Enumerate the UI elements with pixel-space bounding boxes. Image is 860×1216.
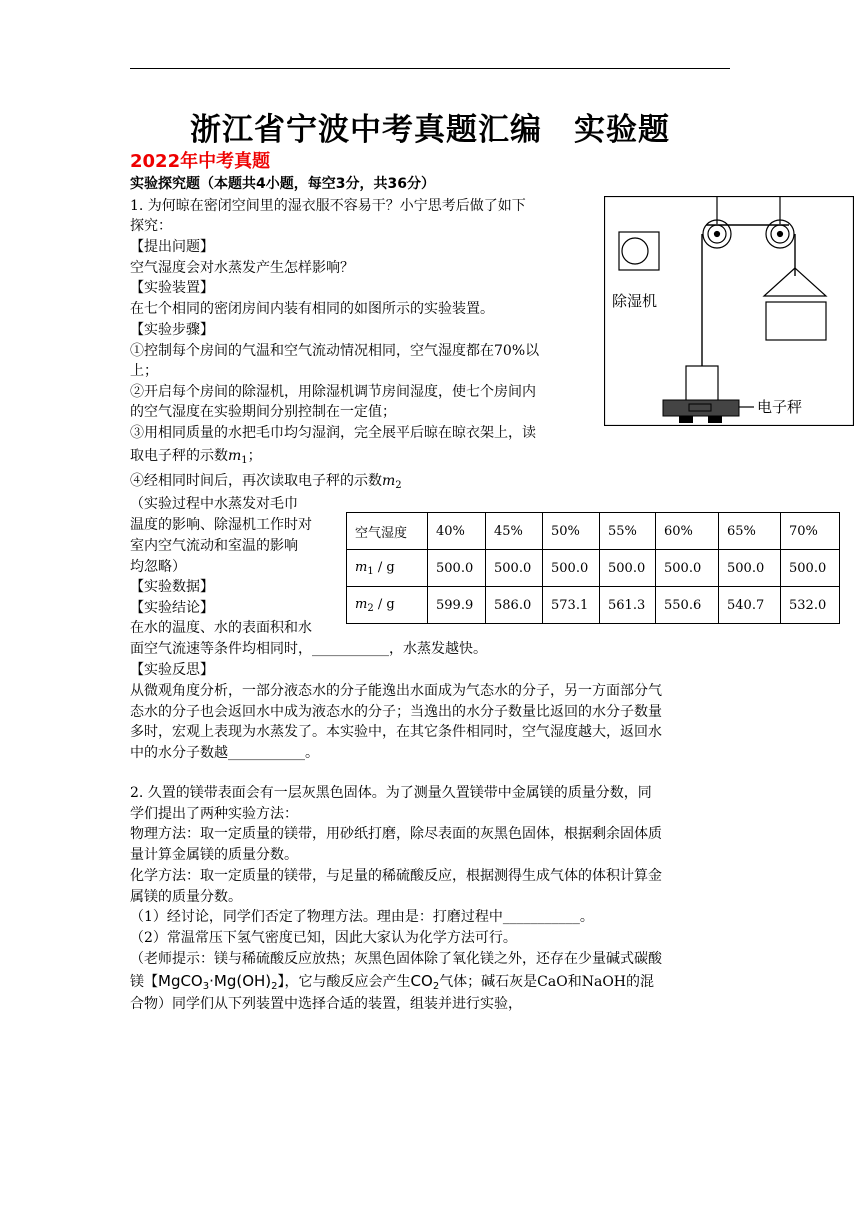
q1-line: 探究： — [130, 218, 172, 234]
line-text: 。 — [305, 745, 319, 761]
table-cell: 500.0 — [600, 550, 656, 587]
q2-line: 物理方法：取一定质量的镁带，用砂纸打磨，除尽表面的灰黑色固体，根据剩余固体质 — [130, 826, 662, 842]
dehumidifier-icon — [619, 232, 659, 270]
subscript: 1 — [367, 565, 374, 577]
table-cell — [347, 587, 428, 624]
electronic-scale-icon — [663, 400, 754, 423]
q1-line: 态水的分子也会返回水中成为液态水的分子；当逸出的水分子数量比返回的水分子数量 — [130, 704, 662, 720]
chem-formula: $MgCO_3\cdot Mg(OH)_2$ — [158, 972, 278, 992]
table-cell: 500.0 — [428, 550, 486, 587]
page-title: 浙江省宁波中考真题汇编 实验题 — [190, 112, 670, 148]
table-cell: 65% — [719, 513, 781, 550]
table-cell: 500.0 — [719, 550, 781, 587]
q1-line: 【实验装置】 — [130, 280, 214, 296]
table-row — [347, 587, 840, 624]
data-table — [346, 512, 840, 624]
q1-line: 【提出问题】 — [130, 239, 214, 255]
punctuation: ； — [247, 448, 262, 464]
table-cell: 70% — [781, 513, 840, 550]
line-text: 气体；碱石灰是CaO和NaOH的混 — [439, 974, 655, 990]
subscript: 1 — [241, 455, 248, 466]
q1-line: 从微观角度分析，一部分液态水的分子能逸出水面成为气态水的分子，另一方面部分气 — [130, 683, 662, 699]
q1-line: 【实验反思】 — [130, 662, 214, 678]
q1-line: 1. 为何晾在密闭空间里的湿衣服不容易干？小宁思考后做了如下 — [130, 198, 526, 214]
line-text: 中的水分子数越 — [130, 745, 228, 761]
table-cell: 55% — [600, 513, 656, 550]
table-cell: 60% — [656, 513, 719, 550]
q1-line: 多时，宏观上表现为水蒸发了。本实验中，在其它条件相同时，空气湿度越大，返回水 — [130, 724, 662, 740]
unit: / g — [373, 596, 395, 612]
q1-line: 上； — [130, 363, 158, 379]
q2-line: 属镁的质量分数。 — [130, 889, 242, 905]
q2-line: （老师提示：镁与稀硫酸反应放热；灰黑色固体除了氧化镁之外，还存在少量碱式碳酸 — [130, 951, 662, 967]
table-cell: 45% — [486, 513, 543, 550]
table-cell: 561.3 — [600, 587, 656, 624]
dehumidifier-label: 除湿机 — [612, 292, 658, 310]
q2-line: 化学方法：取一定质量的镁带，与足量的稀硫酸反应，根据测得生成气体的体积计算金 — [130, 868, 662, 884]
table-cell: 532.0 — [781, 587, 840, 624]
q1-line: 空气湿度会对水蒸发产生怎样影响？ — [130, 260, 354, 276]
scale-label: 电子秤 — [757, 398, 803, 416]
table-cell: 空气湿度 — [347, 513, 428, 550]
section-heading: 实验探究题（本题共4小题，每空3分，共36分） — [130, 176, 435, 192]
m-symbol: m — [382, 473, 396, 489]
answer-blank[interactable]: ___________ — [228, 745, 305, 761]
q2-line — [130, 907, 594, 927]
subscript: 2 — [395, 480, 402, 491]
towel-icon — [764, 268, 826, 340]
q1-line: 【实验结论】 — [130, 600, 214, 616]
answer-blank[interactable]: ___________ — [502, 909, 580, 925]
q1-line: 在七个相同的密闭房间内装有相同的如图所示的实验装置。 — [130, 301, 494, 317]
q1-line: 【实验步骤】 — [130, 322, 214, 338]
q1-line: ①控制每个房间的气温和空气流动情况相同，空气湿度都在70%以 — [130, 343, 540, 359]
m-symbol: m — [228, 448, 242, 464]
q1-line — [130, 743, 319, 763]
line-text: ④经相同时间后，再次读取电子秤的示数 — [130, 473, 382, 489]
apparatus-figure — [604, 196, 854, 426]
line-text: （1）经讨论，同学们否定了物理方法。理由是：打磨过程中 — [130, 909, 503, 925]
line-text: 镁【 — [130, 974, 158, 990]
table-cell: 500.0 — [656, 550, 719, 587]
table-cell: 540.7 — [719, 587, 781, 624]
line-text: 取电子秤的示数 — [130, 448, 228, 464]
year-heading: 2022年中考真题 — [130, 151, 271, 172]
q1-line: 均忽略） — [130, 559, 186, 575]
m-symbol: m — [355, 559, 368, 575]
table-cell: 50% — [543, 513, 600, 550]
table-cell — [347, 550, 428, 587]
table-cell: 40% — [428, 513, 486, 550]
m-symbol: m — [355, 596, 368, 612]
q1-line — [130, 471, 402, 496]
header-rule — [130, 68, 730, 69]
q2-line: 2. 久置的镁带表面会有一层灰黑色固体。为了测量久置镁带中金属镁的质量分数，同 — [130, 785, 652, 801]
q1-line: ③用相同质量的水把毛巾均匀湿润，完全展平后晾在晾衣架上，读 — [130, 425, 536, 441]
table-cell: 586.0 — [486, 587, 543, 624]
q2-line: 学们提出了两种实验方法： — [130, 806, 298, 822]
table-row — [347, 550, 840, 587]
line-text: ，水蒸发越快。 — [389, 641, 487, 657]
subscript: 2 — [367, 602, 374, 614]
unit: / g — [373, 559, 395, 575]
table-cell: 599.9 — [428, 587, 486, 624]
table-row — [347, 513, 840, 550]
q1-line — [130, 639, 487, 659]
table-cell: 573.1 — [543, 587, 600, 624]
q2-line: （2）常温常压下氢气密度已知，因此大家认为化学方法可行。 — [130, 930, 517, 946]
q1-line: （实验过程中水蒸发对毛巾 — [130, 496, 298, 512]
table-cell: 550.6 — [656, 587, 719, 624]
chem-formula: $CO_2$ — [410, 972, 440, 992]
line-text: 】，它与酸反应会产生 — [277, 974, 411, 990]
line-text: 。 — [579, 909, 594, 925]
weight-block — [686, 366, 718, 401]
answer-blank[interactable]: ___________ — [312, 641, 389, 657]
table-cell: 500.0 — [781, 550, 840, 587]
q2-line: 量计算金属镁的质量分数。 — [130, 847, 298, 863]
q1-line: ②开启每个房间的除湿机，用除湿机调节房间湿度，使七个房间内 — [130, 384, 536, 400]
table-cell: 500.0 — [543, 550, 600, 587]
table-cell: 500.0 — [486, 550, 543, 587]
q1-line: 的空气湿度在实验期间分别控制在一定值； — [130, 404, 396, 420]
q1-line: 室内空气流动和室温的影响 — [130, 538, 298, 554]
q1-line — [130, 446, 262, 471]
q2-line: 合物）同学们从下列装置中选择合适的装置，组装并进行实验， — [130, 996, 522, 1012]
q1-line: 【实验数据】 — [130, 579, 214, 595]
q1-line: 温度的影响、除湿机工作时对 — [130, 517, 312, 533]
pulley-icon — [703, 197, 794, 248]
q1-line: 在水的温度、水的表面积和水 — [130, 620, 312, 636]
line-text: 面空气流速等条件均相同时， — [130, 641, 312, 657]
